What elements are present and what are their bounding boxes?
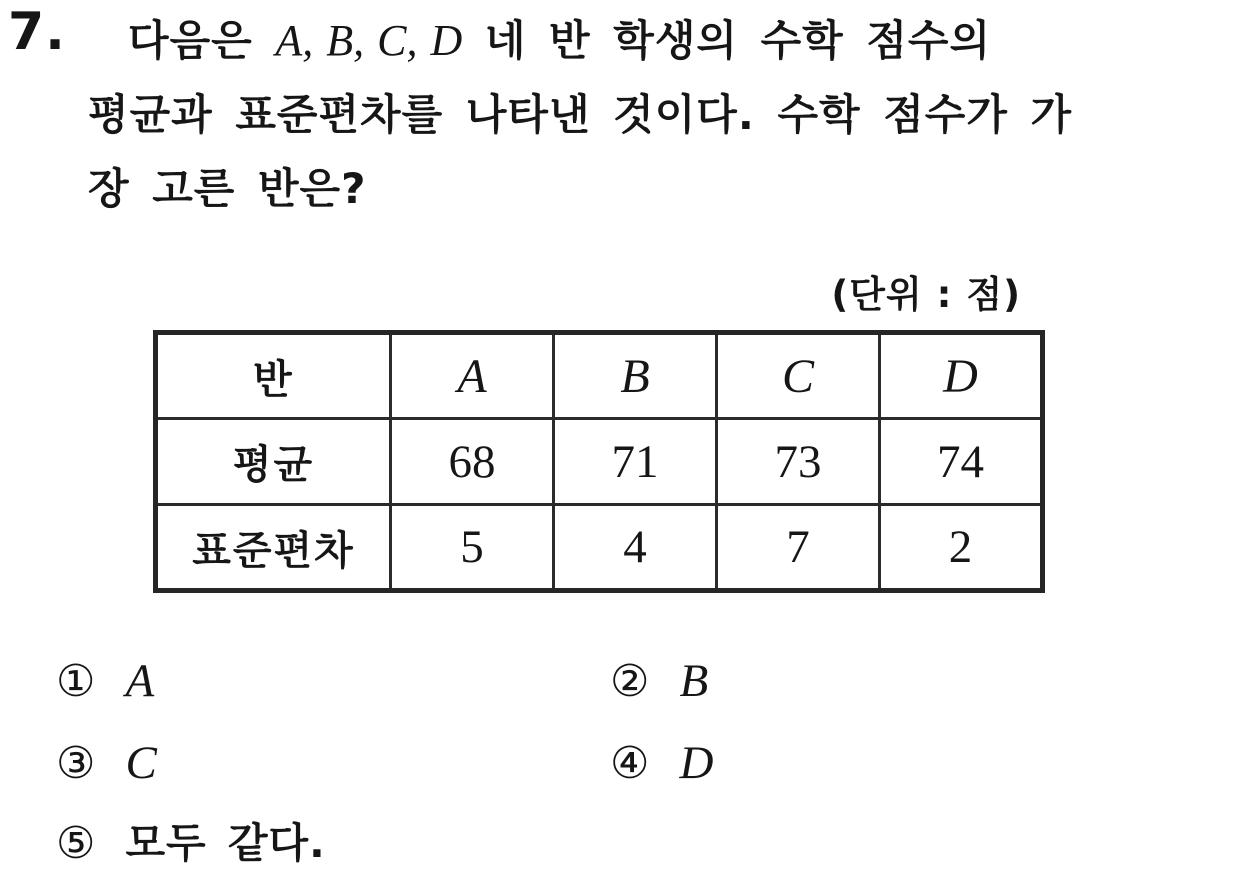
table-mean-row bbox=[156, 419, 1043, 505]
header-cell-class-d: D bbox=[880, 333, 1043, 419]
mean-value-b: 71 bbox=[554, 419, 717, 505]
table-unit-label: (단위 : 점) bbox=[831, 273, 1021, 316]
stddev-value-a: 5 bbox=[391, 505, 554, 591]
mean-value-c: 73 bbox=[717, 419, 880, 505]
score-table bbox=[153, 330, 1045, 593]
choice-2-label: B bbox=[679, 655, 709, 707]
circled-digit-5-icon: ⑤ bbox=[56, 817, 96, 869]
choice-4-label: D bbox=[679, 737, 714, 789]
stddev-value-b: 4 bbox=[554, 505, 717, 591]
table-header-row bbox=[156, 333, 1043, 419]
question-line-1 bbox=[88, 4, 1218, 78]
choice-5-label: 모두 같다. bbox=[125, 819, 326, 867]
question-line-1-kr-end: 네 반 학생의 수학 점수의 bbox=[462, 16, 992, 65]
choice-1-label: A bbox=[125, 655, 155, 707]
mean-row-label: 평균 bbox=[156, 419, 391, 505]
choice-option-1 bbox=[56, 655, 155, 707]
table-stddev-row bbox=[156, 505, 1043, 591]
header-cell-class-b: B bbox=[554, 333, 717, 419]
question-line-1-class-letters: A, B, C, D bbox=[275, 16, 463, 65]
stddev-row-label: 표준편차 bbox=[156, 505, 391, 591]
choice-option-4 bbox=[610, 737, 714, 789]
header-cell-class-a: A bbox=[391, 333, 554, 419]
stddev-value-c: 7 bbox=[717, 505, 880, 591]
choice-option-2 bbox=[610, 655, 709, 707]
choice-option-3 bbox=[56, 737, 157, 789]
circled-digit-3-icon: ③ bbox=[56, 737, 96, 789]
mean-value-a: 68 bbox=[391, 419, 554, 505]
question-text bbox=[88, 4, 1218, 226]
choice-option-5 bbox=[56, 817, 326, 869]
circled-digit-2-icon: ② bbox=[610, 655, 650, 707]
question-number: 7. bbox=[8, 2, 66, 62]
circled-digit-4-icon: ④ bbox=[610, 737, 650, 789]
choice-3-label: C bbox=[125, 737, 157, 789]
circled-digit-1-icon: ① bbox=[56, 655, 96, 707]
header-cell-class-label: 반 bbox=[156, 333, 391, 419]
mean-value-d: 74 bbox=[880, 419, 1043, 505]
header-cell-class-c: C bbox=[717, 333, 880, 419]
question-line-3: 장 고른 반은? bbox=[88, 164, 367, 213]
question-line-1-kr-start: 다음은 bbox=[128, 16, 276, 65]
question-line-2: 평균과 표준편차를 나타낸 것이다. 수학 점수가 가 bbox=[88, 90, 1073, 139]
stddev-value-d: 2 bbox=[880, 505, 1043, 591]
